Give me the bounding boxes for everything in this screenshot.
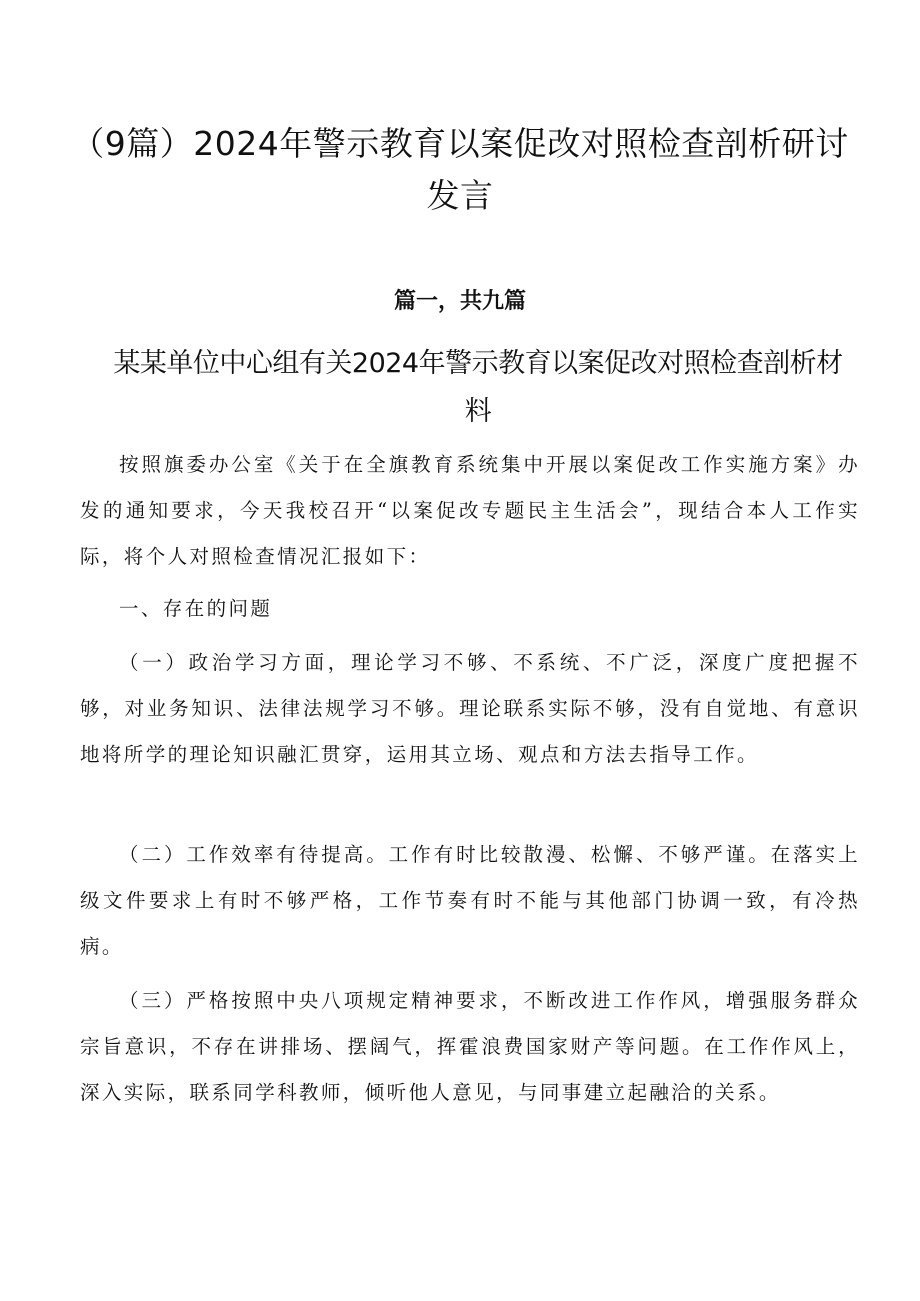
intro-paragraph: 按照旗委办公室《关于在全旗教育系统集中开展以案促改工作实施方案》办发的通知要求，今天我校召开“以案促改专题民主生活会”，现结合本人工作实际，将个人对照检查情况汇报如下： — [80, 453, 860, 568]
problem-item-one: （一）政治学习方面，理论学习不够、不系统、不广泛，深度广度把握不够，对业务知识、法律法规学习不够。理论联系实际不够，没有自觉地、有意识地将所学的理论知识融汇贯穿，运用其立场、观点和方法去指导工作。 — [80, 651, 860, 766]
problems-heading: 一、存在的问题 — [119, 597, 273, 620]
sub-title: 某某单位中心组有关2024年警示教育以案促改对照检查剖析材料 — [113, 348, 843, 427]
problem-item-two: （二）工作效率有待提高。工作有时比较散漫、松懈、不够严谨。在落实上级文件要求上有时不够严格，工作节奏有时不能与其他部门协调一致，有冷热病。 — [80, 843, 860, 958]
document-title: （9篇）2024年警示教育以案促改对照检查剖析研讨发言 — [71, 124, 849, 215]
problem-item-three: （三）严格按照中央八项规定精神要求，不断改进工作作风，增强服务群众宗旨意识，不存在讲排场、摆阔气，挥霍浪费国家财产等问题。在工作作风上，深入实际，联系同学科教师，倾听他人意见，与同事建立起融洽的关系。 — [80, 989, 860, 1104]
section-label: 篇一，共九篇 — [393, 289, 526, 314]
